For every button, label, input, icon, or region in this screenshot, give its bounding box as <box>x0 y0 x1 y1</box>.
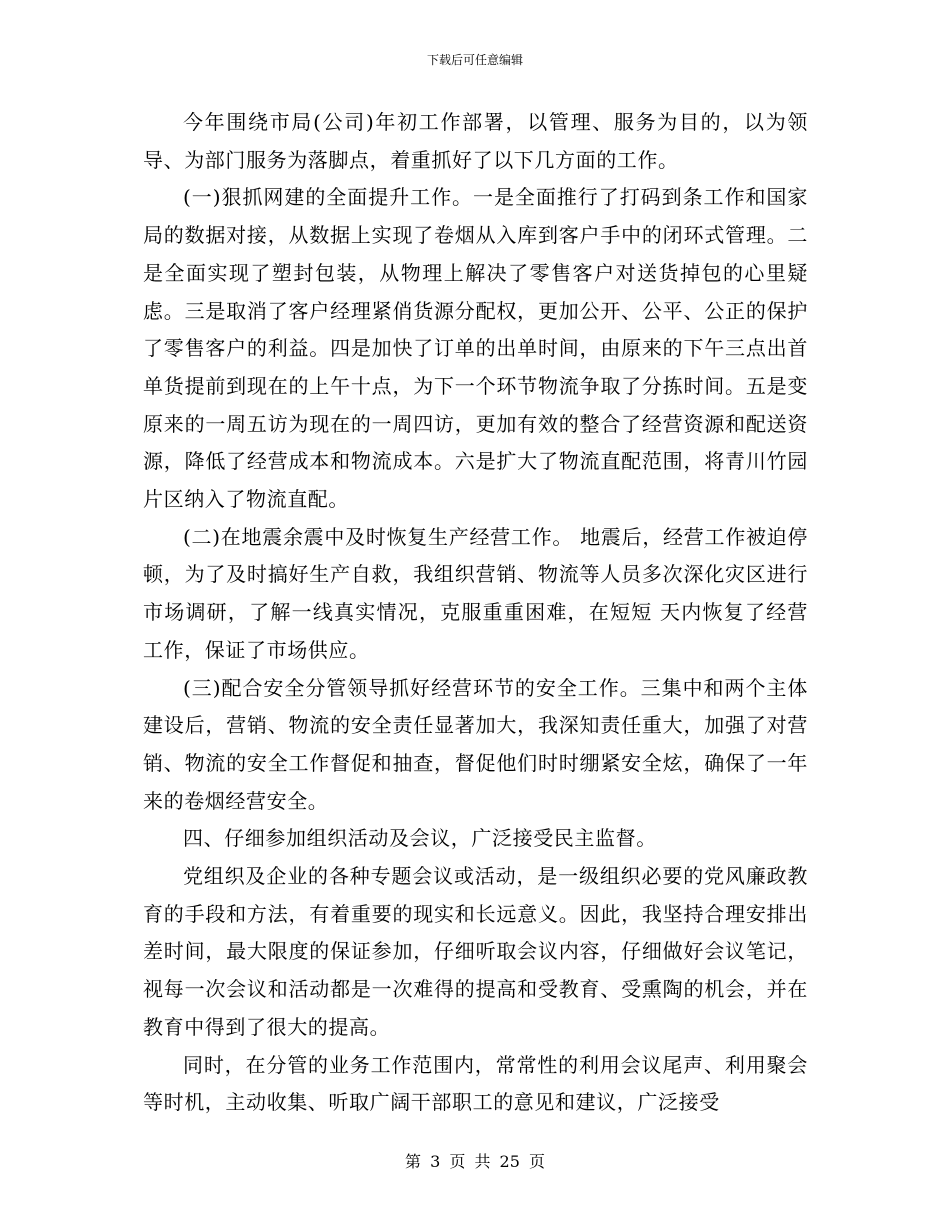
paragraph-meetings: 党组织及企业的各种专题会议或活动，是一级组织必要的党风廉政教育的手段和方法，有着重要的现实和长远意义。因此，我坚持合理安排出差时间，最大限度的保证参加，仔细听取会议内容，仔细做好会议笔记，视每一次会议和活动都是一次难得的提高和受教育、受熏陶的机会，并在教育中得到了很大的提高。 <box>143 864 808 1039</box>
paragraph-intro: 今年围绕市局(公司)年初工作部署，以管理、服务为目的，以为领导、为部门服务为落脚点，着重抓好了以下几方面的工作。 <box>143 110 808 172</box>
page-header: 下载后可任意编辑 <box>426 53 523 67</box>
document-body <box>143 104 808 1122</box>
paragraph-network-upgrade: (一)狠抓网建的全面提升工作。一是全面推行了打码到条工作和国家局的数据对接，从数据上实现了卷烟从入库到客户手中的闭环式管理。二是全面实现了塑封包装，从物理上解决了零售客户对送货掉包的心里疑虑。三是取消了客户经理紧俏货源分配权，更加公开、公平、公正的保护了零售客户的利益。四是加快了订单的出单时间，由原来的下午三点出首单货提前到现在的上午十点，为下一个环节物流争取了分拣时间。五是变原来的一周五访为现在的一周四访，更加有效的整合了经营资源和配送资源，降低了经营成本和物流成本。六是扩大了物流直配范围，将青川竹园片区纳入了物流直配。 <box>143 185 808 512</box>
page-number-footer: 第 3 页 共 25 页 <box>405 1152 545 1171</box>
section-heading-four: 四、仔细参加组织活动及会议，广泛接受民主监督。 <box>183 826 657 851</box>
paragraph-feedback: 同时，在分管的业务工作范围内，常常性的利用会议尾声、利用聚会等时机，主动收集、听取广阔干部职工的意见和建议，广泛接受 <box>143 1052 808 1115</box>
paragraph-earthquake-recovery: (二)在地震余震中及时恢复生产经营工作。 地震后，经营工作被迫停顿，为了及时搞好生产自救，我组织营销、物流等人员多次深化灾区进行市场调研，了解一线真实情况，克服重重困难，在短短 天内恢复了经营工作，保证了市场供应。 <box>143 524 808 662</box>
paragraph-safety-work: (三)配合安全分管领导抓好经营环节的安全工作。三集中和两个主体建设后，营销、物流的安全责任显著加大，我深知责任重大，加强了对营销、物流的安全工作督促和抽查，督促他们时时绷紧安全炫，确保了一年来的卷烟经营安全。 <box>143 675 808 813</box>
